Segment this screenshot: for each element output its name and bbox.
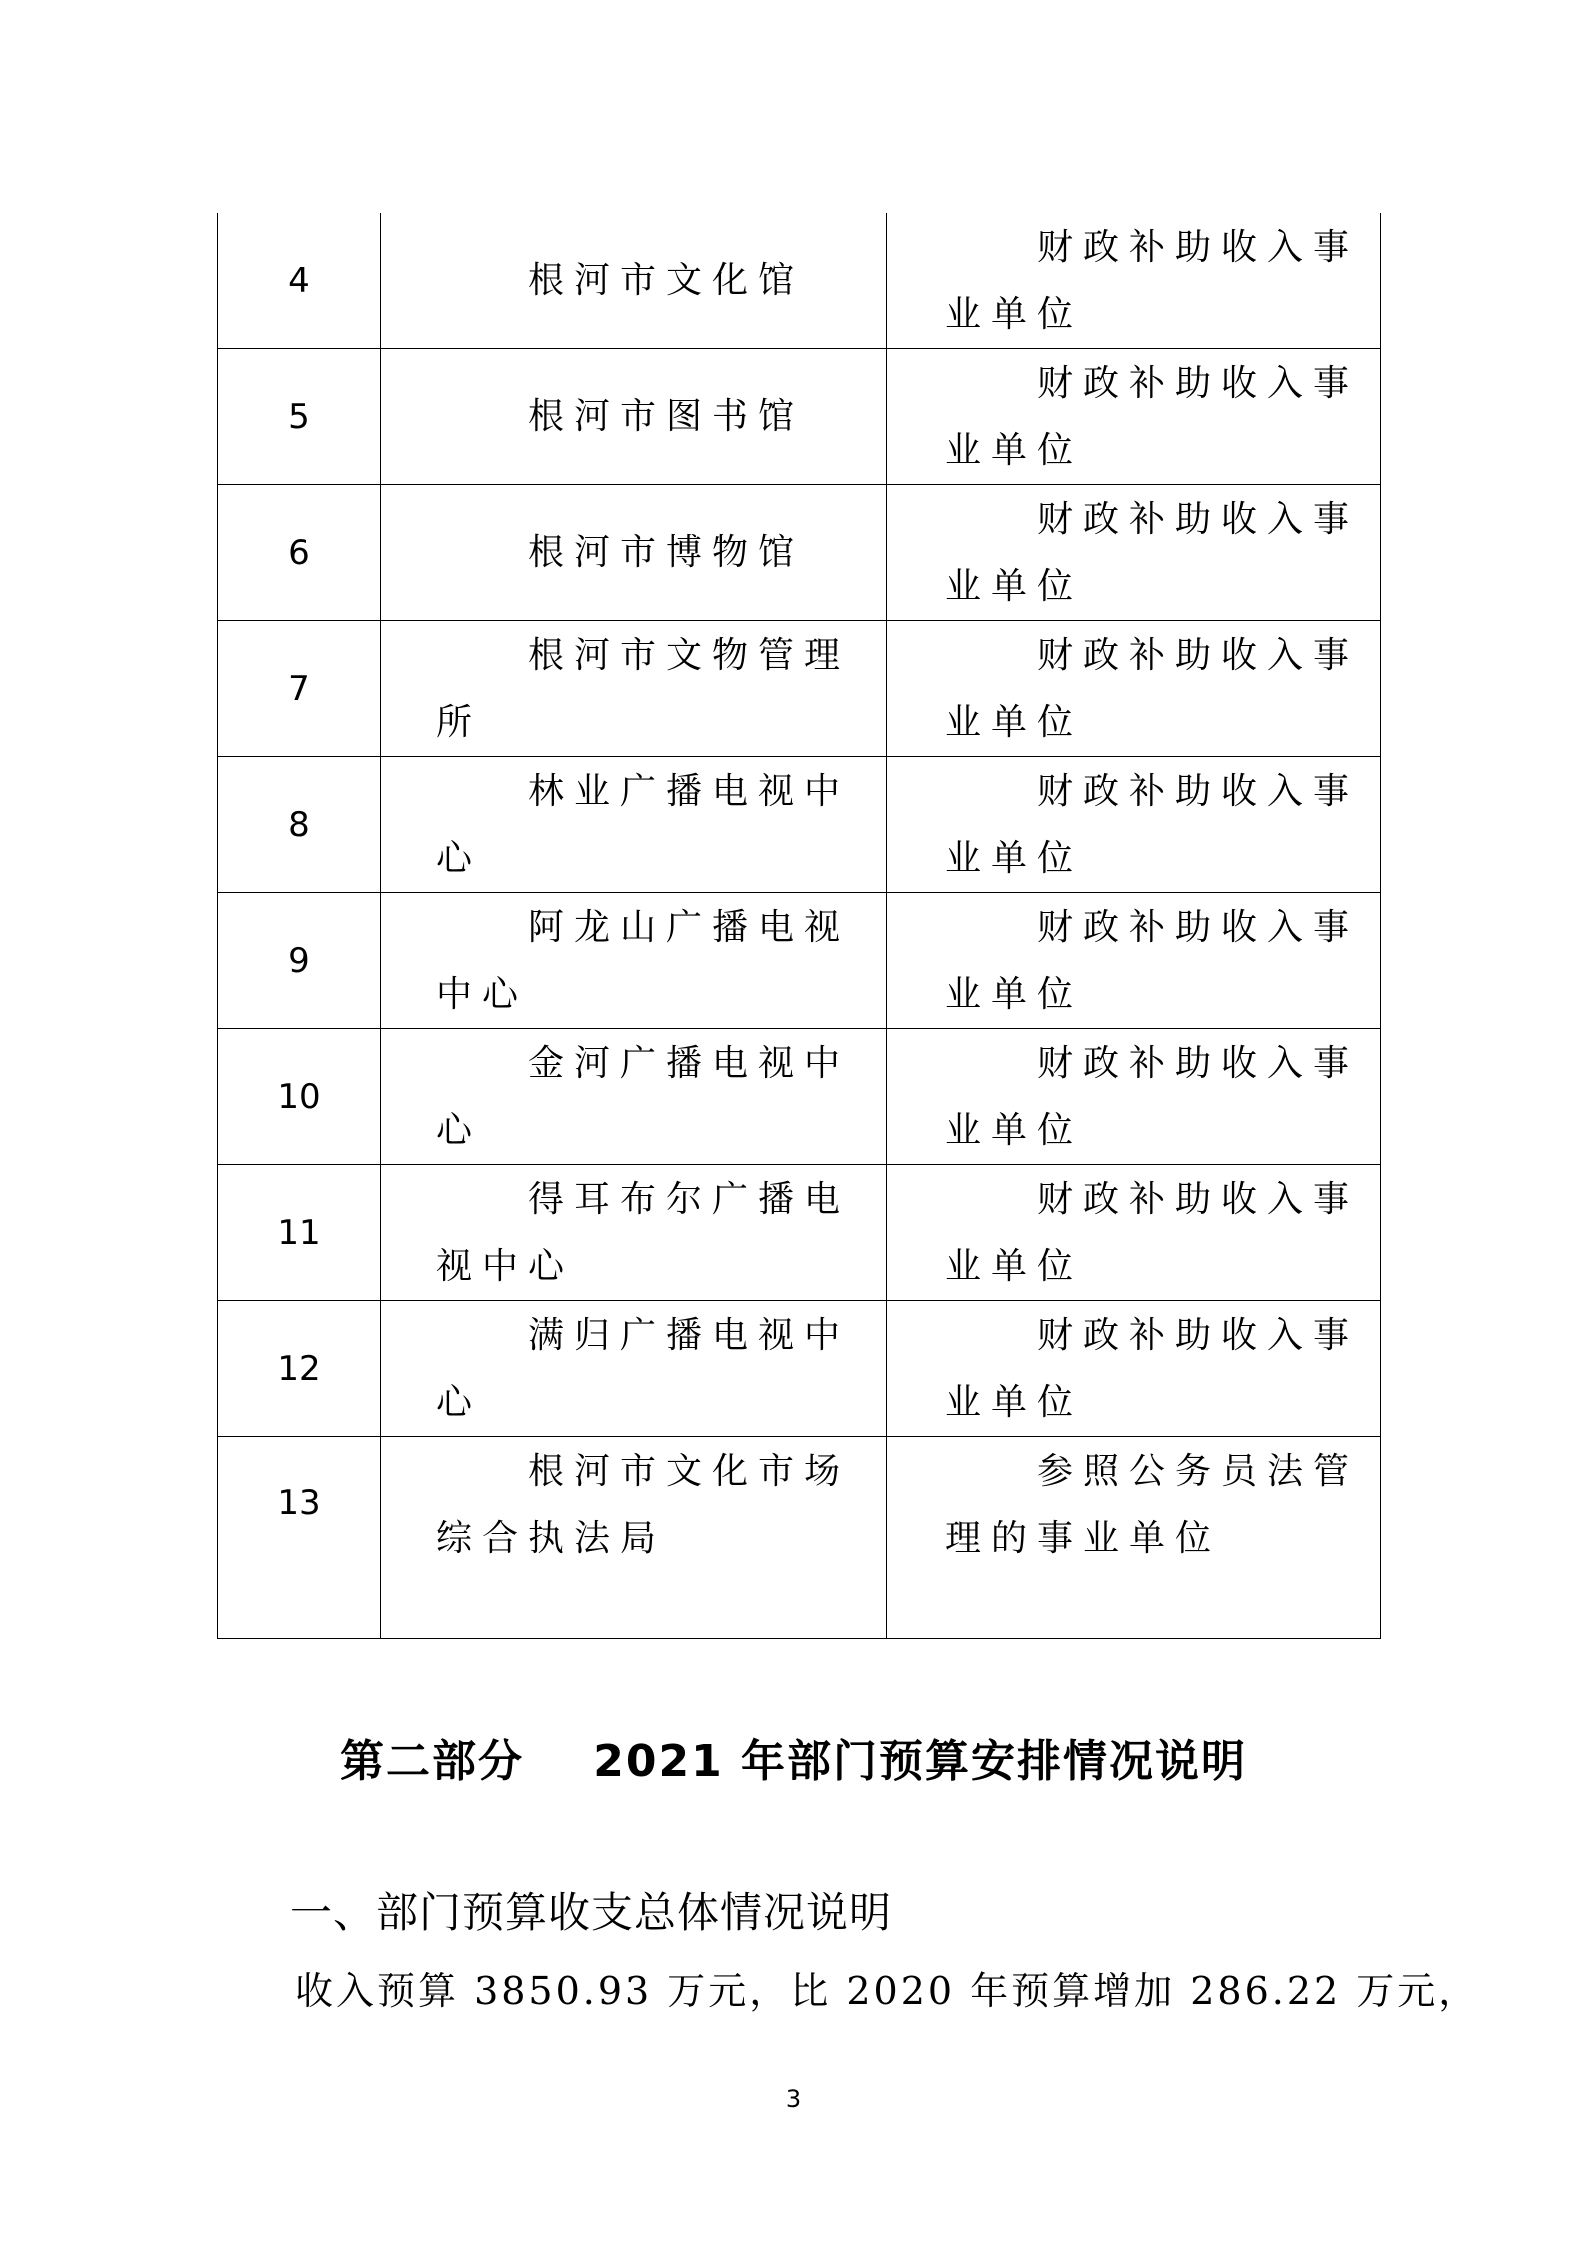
section-title: 第二部分 2021 年部门预算安排情况说明 [339, 1736, 1248, 1787]
table-row [218, 485, 1381, 621]
sub-heading: 一、部门预算收支总体情况说明 [290, 1888, 893, 1937]
table-row [218, 893, 1381, 1029]
unit-table [217, 213, 1381, 1639]
table-row [218, 757, 1381, 893]
unit-name: 得耳布尔广播电视中心 [381, 1165, 887, 1301]
row-number: 8 [218, 757, 381, 893]
unit-name: 根河市文化市场综合执法局 [381, 1437, 887, 1639]
unit-type: 财政补助收入事业单位 [887, 1029, 1381, 1165]
table-row [218, 213, 1381, 349]
row-number: 7 [218, 621, 381, 757]
unit-type: 财政补助收入事业单位 [887, 349, 1381, 485]
unit-name: 根河市文化馆 [381, 213, 887, 349]
row-number: 11 [218, 1165, 381, 1301]
table-row [218, 1165, 1381, 1301]
unit-name: 根河市图书馆 [381, 349, 887, 485]
table-row [218, 621, 1381, 757]
unit-type: 财政补助收入事业单位 [887, 213, 1381, 349]
unit-name: 阿龙山广播电视中心 [381, 893, 887, 1029]
row-number: 6 [218, 485, 381, 621]
unit-type: 参照公务员法管理的事业单位 [887, 1437, 1381, 1639]
unit-type: 财政补助收入事业单位 [887, 485, 1381, 621]
unit-type: 财政补助收入事业单位 [887, 893, 1381, 1029]
unit-type: 财政补助收入事业单位 [887, 1165, 1381, 1301]
unit-name: 根河市博物馆 [381, 485, 887, 621]
row-number: 10 [218, 1029, 381, 1165]
row-number: 5 [218, 349, 381, 485]
table-row [218, 1301, 1381, 1437]
table-row [218, 349, 1381, 485]
body-paragraph: 收入预算 3850.93 万元，比 2020 年预算增加 286.22 万元， [295, 1969, 1480, 2013]
row-number: 13 [218, 1437, 381, 1639]
row-number: 4 [218, 213, 381, 349]
table-row [218, 1437, 1381, 1639]
table-row [218, 1029, 1381, 1165]
row-number: 12 [218, 1301, 381, 1437]
unit-type: 财政补助收入事业单位 [887, 757, 1381, 893]
unit-type: 财政补助收入事业单位 [887, 621, 1381, 757]
unit-name: 满归广播电视中心 [381, 1301, 887, 1437]
unit-name: 林业广播电视中心 [381, 757, 887, 893]
unit-type: 财政补助收入事业单位 [887, 1301, 1381, 1437]
unit-name: 根河市文物管理所 [381, 621, 887, 757]
unit-name: 金河广播电视中心 [381, 1029, 887, 1165]
page-number: 3 [785, 2085, 802, 2113]
row-number: 9 [218, 893, 381, 1029]
